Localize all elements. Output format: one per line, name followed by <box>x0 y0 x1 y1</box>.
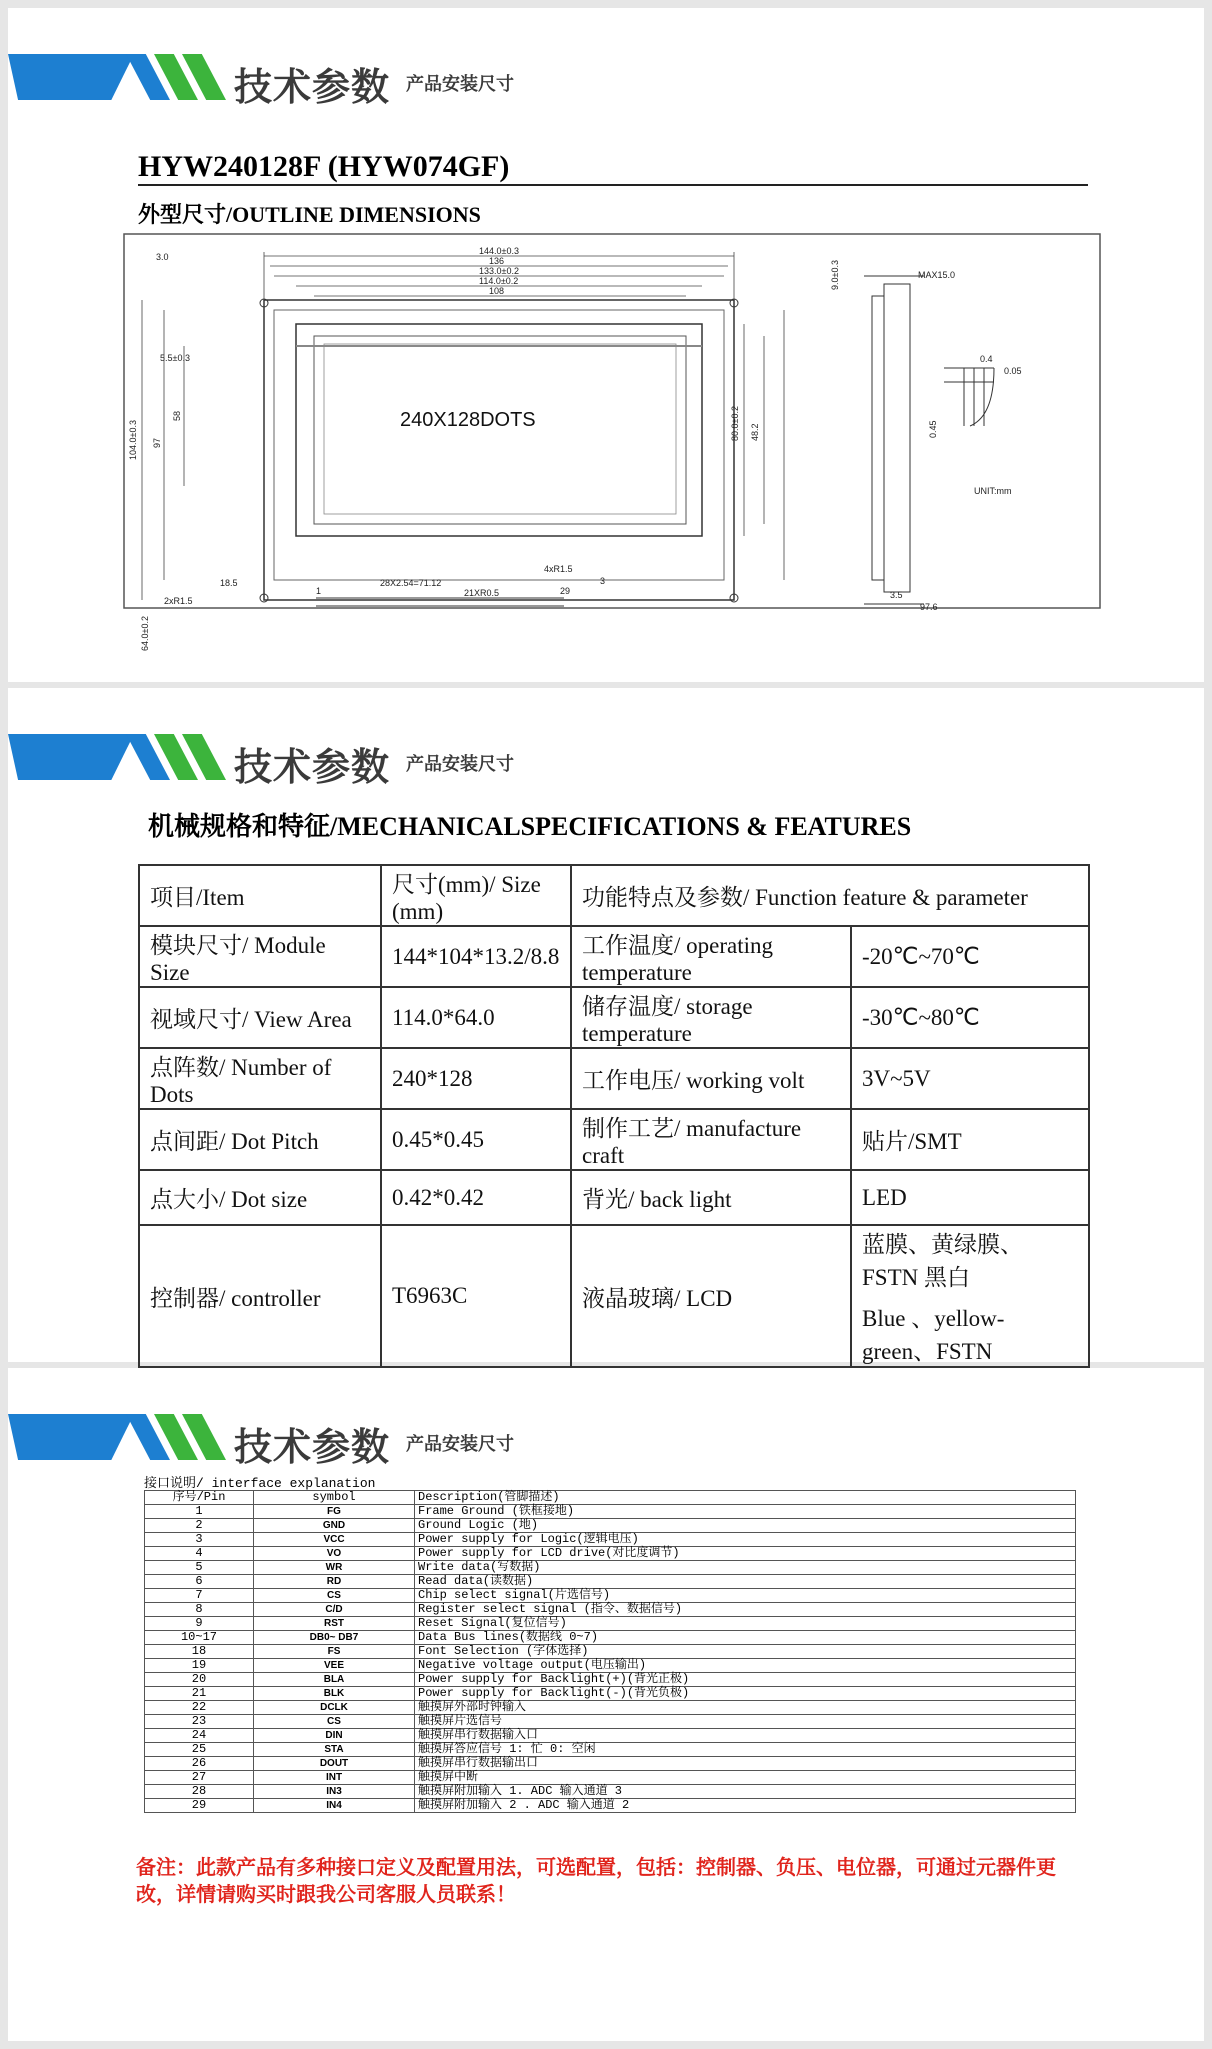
outline-title: 外型尺寸/OUTLINE DIMENSIONS <box>138 202 481 227</box>
table-row <box>139 1109 1089 1170</box>
section-subtitle: 产品安装尺寸 <box>406 1434 514 1455</box>
pin-symbol: DOUT <box>254 1757 415 1771</box>
spec-header-row <box>139 865 1089 926</box>
dots-label: 240X128DOTS <box>400 409 536 431</box>
bezel-outer <box>274 310 724 580</box>
table-cell: 3V~5V <box>851 1048 1089 1109</box>
dim-3: 3.0 <box>156 252 169 262</box>
pin-description: Power supply for Backlight(+)(背光正极) <box>415 1673 1076 1687</box>
pin-description: Power supply for Backlight(-)(背光负极) <box>415 1687 1076 1701</box>
pin-description: 触摸屏串行数据输入口 <box>415 1729 1076 1743</box>
table-cell: 0.42*0.42 <box>381 1170 571 1225</box>
pin-header-pin: 序号/Pin <box>145 1491 254 1505</box>
dim-0-05: 0.05 <box>1004 366 1022 376</box>
table-cell-lcd-types <box>851 1225 1089 1367</box>
panel-interface <box>8 1368 1204 2041</box>
table-row <box>139 987 1089 1048</box>
pin-symbol: VEE <box>254 1659 415 1673</box>
section-title: 技术参数 <box>234 65 391 109</box>
pin-number: 5 <box>145 1561 254 1575</box>
dim-max15: MAX15.0 <box>918 270 956 280</box>
pin-1-label: 1 <box>316 586 322 596</box>
header-stripe-blue <box>8 54 134 100</box>
pin-number: 23 <box>145 1715 254 1729</box>
pin-symbol: C/D <box>254 1603 415 1617</box>
table-row <box>145 1603 1076 1617</box>
pin-description: Frame Ground (铁框接地) <box>415 1505 1076 1519</box>
table-cell: 144*104*13.2/8.8 <box>381 926 571 987</box>
table-row <box>145 1757 1076 1771</box>
pin-number: 21 <box>145 1687 254 1701</box>
pin-symbol: BLK <box>254 1687 415 1701</box>
table-cell: 点阵数/ Number of Dots <box>139 1048 381 1109</box>
table-row <box>145 1799 1076 1813</box>
pin-description: Ground Logic (地) <box>415 1519 1076 1533</box>
section-header <box>8 734 608 789</box>
table-cell: LED <box>851 1170 1089 1225</box>
pin-number: 29 <box>145 1799 254 1813</box>
panel-outline-dimensions <box>8 8 1204 682</box>
pin-description: Font Selection (字体选择) <box>415 1645 1076 1659</box>
lcd-types-line2: Blue 、yellow- green、FSTN <box>862 1306 1005 1364</box>
section-header <box>8 54 608 109</box>
pin-description: Chip select signal(片选信号) <box>415 1589 1076 1603</box>
drawing-frame <box>124 234 1100 608</box>
table-row <box>145 1701 1076 1715</box>
dim-144: 144.0±0.3 <box>479 246 519 256</box>
pin-header-symbol: symbol <box>254 1491 415 1505</box>
section-header <box>8 1414 608 1469</box>
table-cell: 视域尺寸/ View Area <box>139 987 381 1048</box>
pin-symbol: FS <box>254 1645 415 1659</box>
spec-header-item: 项目/Item <box>139 865 381 926</box>
table-row <box>145 1715 1076 1729</box>
pin-symbol: FG <box>254 1505 415 1519</box>
pin-number: 8 <box>145 1603 254 1617</box>
dim-64: 48.2 <box>750 423 760 441</box>
pin-symbol: WR <box>254 1561 415 1575</box>
mechanical-title: 机械规格和特征/MECHANICALSPECIFICATIONS & FEATURES <box>148 812 912 841</box>
table-row <box>145 1743 1076 1757</box>
dim-4xR1-5: 4xR1.5 <box>544 564 573 574</box>
table-cell: 点大小/ Dot size <box>139 1170 381 1225</box>
section-title: 技术参数 <box>234 745 391 789</box>
table-cell: 工作温度/ operating temperature <box>571 926 851 987</box>
table-row <box>145 1659 1076 1673</box>
pin-number: 22 <box>145 1701 254 1715</box>
pin-symbol: RST <box>254 1617 415 1631</box>
table-cell: 储存温度/ storage temperature <box>571 987 851 1048</box>
footnote: 备注：此款产品有多种接口定义及配置用法，可选配置，包括：控制器、负压、电位器，可通过元器件更改，详情请购买时跟我公司客服人员联系！ <box>136 1855 1056 1906</box>
pin-number: 27 <box>145 1771 254 1785</box>
table-row <box>145 1645 1076 1659</box>
pin-symbol: VCC <box>254 1533 415 1547</box>
table-cell: 工作电压/ working volt <box>571 1048 851 1109</box>
pin-description: 触摸屏串行数据输出口 <box>415 1757 1076 1771</box>
pin-number: 1 <box>145 1505 254 1519</box>
pin-number: 25 <box>145 1743 254 1757</box>
table-cell: T6963C <box>381 1225 571 1367</box>
pin-description: Power supply for LCD drive(对比度调节) <box>415 1547 1076 1561</box>
pin-symbol: STA <box>254 1743 415 1757</box>
table-row <box>145 1687 1076 1701</box>
pin-number: 9 <box>145 1617 254 1631</box>
dim-0-4: 0.4 <box>980 354 993 364</box>
table-row <box>145 1771 1076 1785</box>
panel-mechanical-specs <box>8 688 1204 1362</box>
pin-number: 18 <box>145 1645 254 1659</box>
table-row <box>139 1048 1089 1109</box>
table-row <box>145 1673 1076 1687</box>
pin-symbol: DCLK <box>254 1701 415 1715</box>
unit-label: UNIT:mm <box>974 486 1012 496</box>
model-number: HYW240128F (HYW074GF) <box>138 150 510 183</box>
pin-symbol: RD <box>254 1575 415 1589</box>
table-row <box>145 1631 1076 1645</box>
dim-58: 58 <box>172 410 182 421</box>
table-row <box>139 1170 1089 1225</box>
pin-description: 触摸屏附加输入 1. ADC 输入通道 3 <box>415 1785 1076 1799</box>
table-row <box>145 1561 1076 1575</box>
table-row <box>139 926 1089 987</box>
dim-97: 97 <box>152 437 162 448</box>
pin-description: Data Bus lines(数据线 0~7) <box>415 1631 1076 1645</box>
table-row <box>145 1575 1076 1589</box>
dim-114: 114.0±0.2 <box>479 276 519 286</box>
spec-header-size: 尺寸(mm)/ Size (mm) <box>381 865 571 926</box>
header-stripe-blue <box>8 734 134 780</box>
pin-29-label: 29 <box>560 586 571 596</box>
table-cell: 114.0*64.0 <box>381 987 571 1048</box>
dim-3-bottom: 3 <box>600 576 606 586</box>
dim-108: 108 <box>489 286 505 296</box>
table-cell: 背光/ back light <box>571 1170 851 1225</box>
table-row <box>145 1729 1076 1743</box>
dim-9-4: 97.6 <box>920 602 938 612</box>
pin-symbol: BLA <box>254 1673 415 1687</box>
table-cell: 240*128 <box>381 1048 571 1109</box>
table-cell: 液晶玻璃/ LCD <box>571 1225 851 1367</box>
dim-3-5-left: 64.0±0.2 <box>140 616 150 651</box>
pin-number: 2 <box>145 1519 254 1533</box>
pin-symbol: DIN <box>254 1729 415 1743</box>
outline-drawing <box>124 226 1100 651</box>
dim-133: 133.0±0.2 <box>479 266 519 276</box>
table-cell: 制作工艺/ manufacture craft <box>571 1109 851 1170</box>
pin-symbol: CS <box>254 1715 415 1729</box>
dim-97-6: 80.0±0.2 <box>730 406 740 441</box>
pin-number: 19 <box>145 1659 254 1673</box>
table-row <box>145 1547 1076 1561</box>
model-underline <box>138 184 1088 186</box>
table-row <box>145 1785 1076 1799</box>
table-cell: 贴片/SMT <box>851 1109 1089 1170</box>
table-row <box>145 1505 1076 1519</box>
side-view <box>864 276 924 604</box>
pin-number: 7 <box>145 1589 254 1603</box>
lcd-types-line1: 蓝膜、黄绿膜、FSTN 黑白 <box>862 1232 1023 1290</box>
section-subtitle: 产品安装尺寸 <box>406 754 514 775</box>
pin-description: Write data(写数据) <box>415 1561 1076 1575</box>
dim-0-45: 0.45 <box>928 420 938 438</box>
pin-number: 24 <box>145 1729 254 1743</box>
section-subtitle: 产品安装尺寸 <box>406 74 514 95</box>
pin-header-description: Description(管脚描述) <box>415 1491 1076 1505</box>
dim-18-5: 18.5 <box>220 578 238 588</box>
dim-21xR0-5: 21XR0.5 <box>464 588 500 598</box>
pin-description: 触摸屏中断 <box>415 1771 1076 1785</box>
pin-symbol: DB0~ DB7 <box>254 1631 415 1645</box>
section-title: 技术参数 <box>234 1425 391 1469</box>
pin-symbol: CS <box>254 1589 415 1603</box>
pin-number: 3 <box>145 1533 254 1547</box>
dim-9-0: 9.0±0.3 <box>830 260 840 290</box>
pin-symbol: IN4 <box>254 1799 415 1813</box>
pin-description: Read data(读数据) <box>415 1575 1076 1589</box>
dim-2xR1-5: 2xR1.5 <box>164 596 193 606</box>
pin-header <box>316 598 564 606</box>
dim-5-5: 5.5±0.3 <box>160 353 190 363</box>
pin-number: 10~17 <box>145 1631 254 1645</box>
table-cell: 点间距/ Dot Pitch <box>139 1109 381 1170</box>
pin-header-row <box>145 1491 1076 1505</box>
table-cell: -20℃~70℃ <box>851 926 1089 987</box>
pin-description: 触摸屏附加输入 2 . ADC 输入通道 2 <box>415 1799 1076 1813</box>
pin-symbol: IN3 <box>254 1785 415 1799</box>
table-row <box>145 1589 1076 1603</box>
pin-number: 4 <box>145 1547 254 1561</box>
pin-description: Register select signal (指令、数据信号) <box>415 1603 1076 1617</box>
table-row <box>145 1519 1076 1533</box>
pin-number: 28 <box>145 1785 254 1799</box>
pin-description: 触摸屏片选信号 <box>415 1715 1076 1729</box>
pin-number: 6 <box>145 1575 254 1589</box>
dim-28x2-54: 28X2.54=71.12 <box>380 578 442 588</box>
table-row <box>145 1617 1076 1631</box>
dim-104: 104.0±0.3 <box>128 420 138 460</box>
spec-table <box>138 864 1090 1368</box>
table-row <box>145 1533 1076 1547</box>
dim-1-6: 3.5 <box>890 590 903 600</box>
pin-number: 20 <box>145 1673 254 1687</box>
pin-description: Power supply for Logic(逻辑电压) <box>415 1533 1076 1547</box>
pin-symbol: VO <box>254 1547 415 1561</box>
pin-number: 26 <box>145 1757 254 1771</box>
header-stripe-blue <box>8 1414 134 1460</box>
pin-table <box>144 1490 1076 1813</box>
table-row <box>139 1225 1089 1367</box>
table-cell: 模块尺寸/ Module Size <box>139 926 381 987</box>
pin-description: 触摸屏答应信号 1: 忙 0: 空闲 <box>415 1743 1076 1757</box>
table-cell: 控制器/ controller <box>139 1225 381 1367</box>
spec-header-feature: 功能特点及参数/ Function feature & parameter <box>571 865 1089 926</box>
pin-symbol: GND <box>254 1519 415 1533</box>
pin-description: 触摸屏外部时钟输入 <box>415 1701 1076 1715</box>
table-cell: 0.45*0.45 <box>381 1109 571 1170</box>
pin-detail <box>944 368 994 426</box>
dim-136: 136 <box>489 256 505 266</box>
interface-title: 接口说明/ interface explanation <box>144 1476 376 1491</box>
pin-description: Reset Signal(复位信号) <box>415 1617 1076 1631</box>
table-cell: -30℃~80℃ <box>851 987 1089 1048</box>
pin-symbol: INT <box>254 1771 415 1785</box>
pin-description: Negative voltage output(电压输出) <box>415 1659 1076 1673</box>
